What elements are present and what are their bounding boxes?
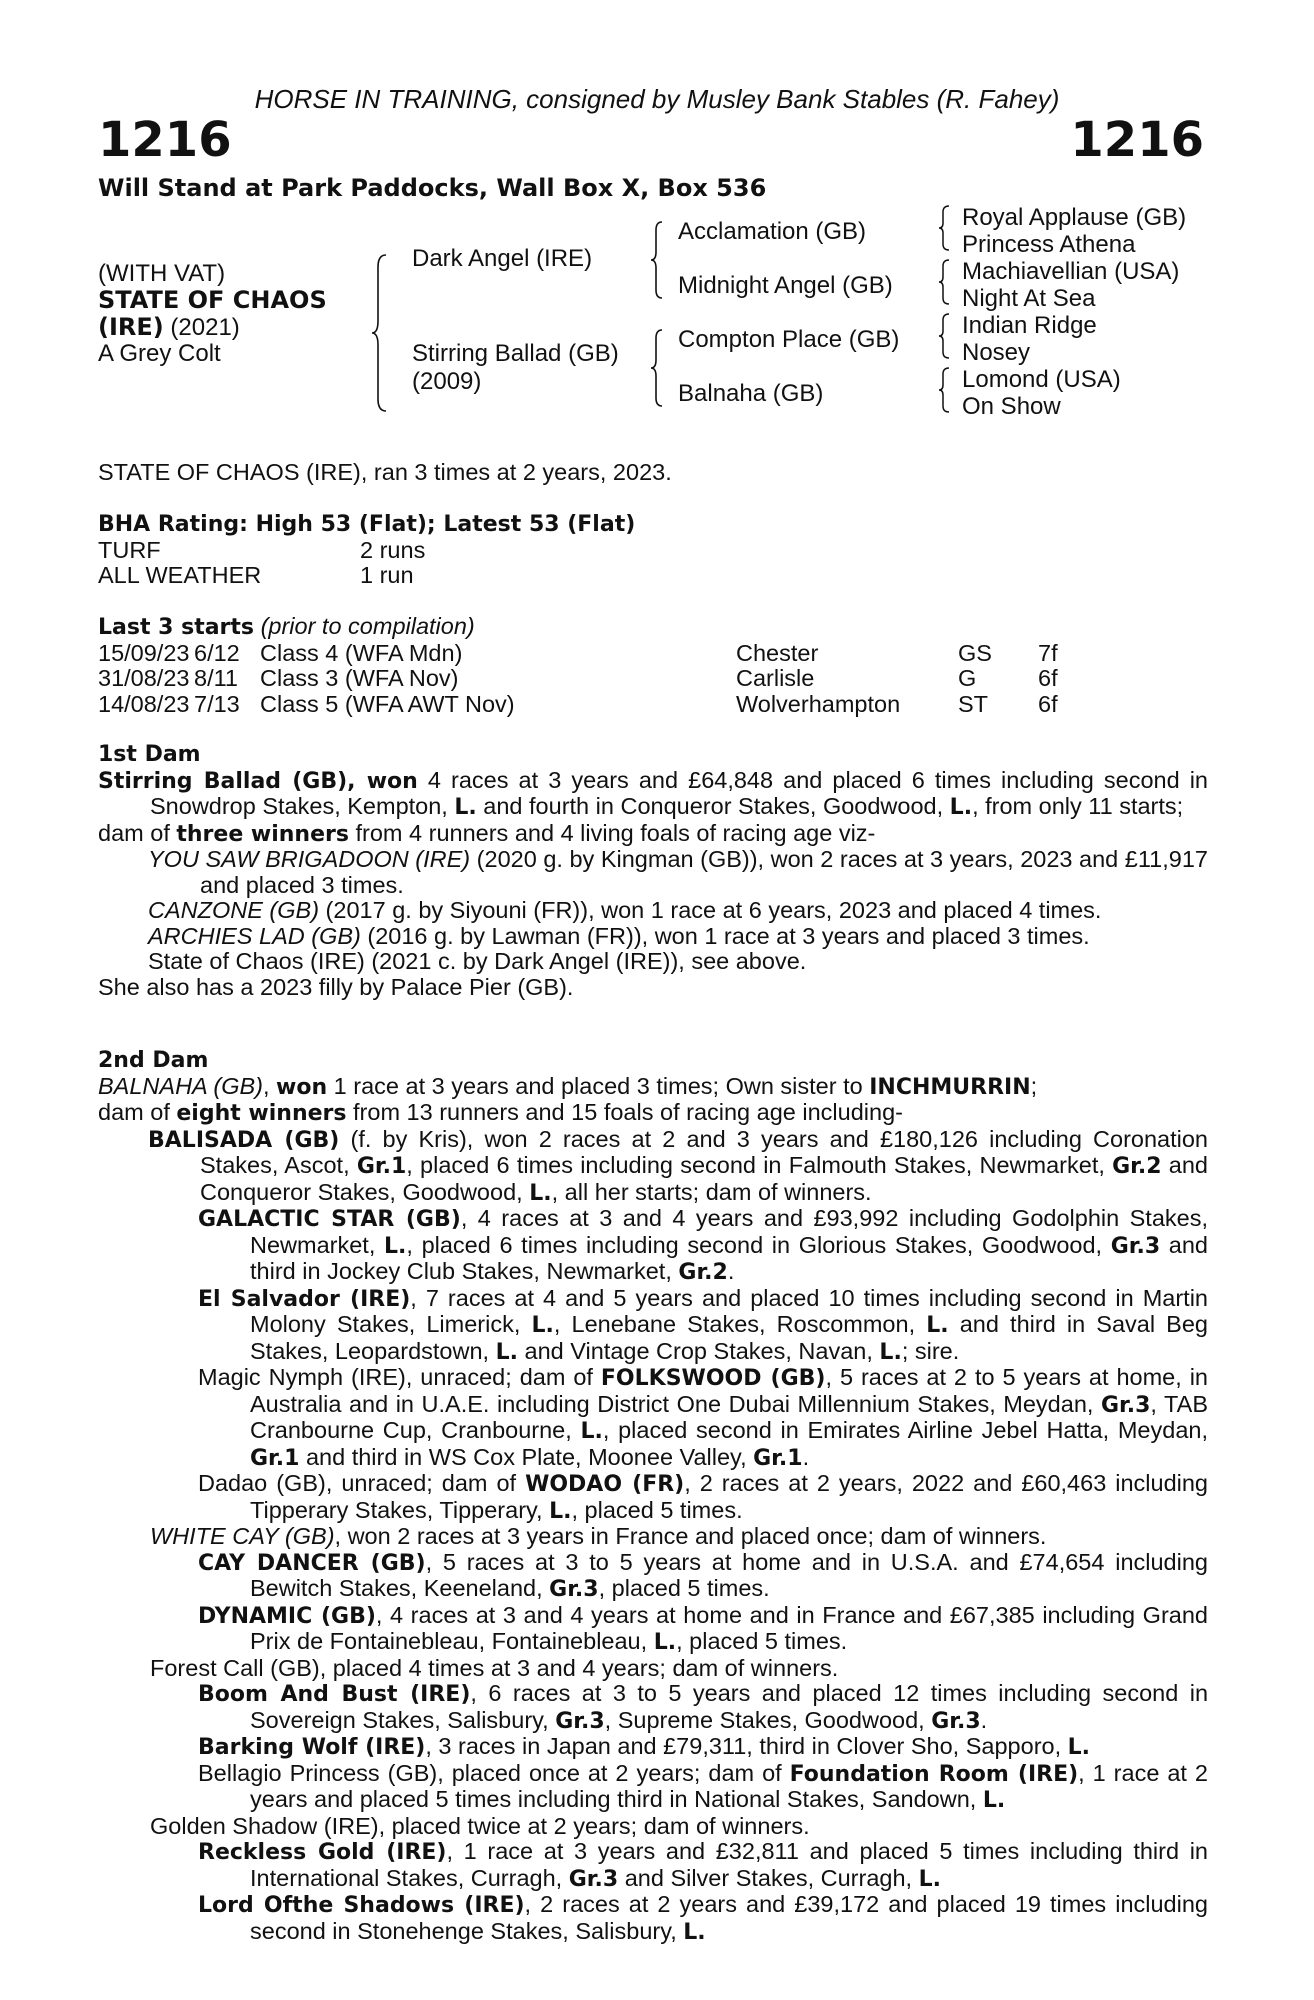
start-date: 31/08/23 bbox=[98, 665, 190, 691]
g-night-at-sea: Night At Sea bbox=[962, 285, 1096, 312]
brace-main bbox=[370, 253, 390, 413]
rating-section bbox=[98, 512, 1208, 589]
entry-barking-wolf: Barking Wolf (IRE), 3 races in Japan and £79,311, third in Clover Sho, Sapporo, L. bbox=[198, 1733, 1091, 1760]
start-date: 15/09/23 bbox=[98, 639, 190, 666]
rating-turf: TURF 2 runs bbox=[98, 536, 426, 563]
entry-magic-nymph: Magic Nymph (IRE), unraced; dam of FOLKSWOOD (GB), 5 races at 2 to 5 years at home, in Australia and in U.A.E. including District One Dubai Millennium Stakes, Meydan, Gr.3, TAB Cranbourne Cup, Cranbourne, L., placed second in Emirates Airline Jebel Hatta, Meydan, Gr.1 and third in WS Cox Plate, Moonee Valley, Gr.1. bbox=[198, 1364, 1209, 1471]
g-nosey: Nosey bbox=[962, 339, 1031, 366]
foal-you-saw-brigadoon: YOU SAW BRIGADOON (IRE) (2020 g. by Kingman (GB)), won 2 races at 3 years, 2023 and £11,917 and placed 3 times. bbox=[148, 846, 1208, 898]
start-row bbox=[98, 692, 1098, 718]
start-race: Class 5 (WFA AWT Nov) bbox=[260, 690, 515, 717]
start-going: ST bbox=[958, 690, 989, 717]
start-going: GS bbox=[958, 639, 992, 666]
entry-cay-dancer: CAY DANCER (GB), 5 races at 3 to 5 years at home and in U.S.A. and £74,654 including Bewitch Stakes, Keeneland, Gr.3, placed 5 times. bbox=[198, 1548, 1208, 1602]
foal-canzone: CANZONE (GB) (2017 g. by Siyouni (FR)), won 1 race at 6 years, 2023 and placed 4 times. bbox=[148, 897, 1102, 923]
horse-name: STATE OF CHAOS bbox=[98, 286, 327, 314]
consignment-header: HORSE IN TRAINING, consigned by Musley Bank Stables (R. Fahey) bbox=[254, 84, 1060, 114]
sire-dam: Midnight Angel (GB) bbox=[678, 272, 893, 299]
g-princess-athena: Princess Athena bbox=[962, 231, 1136, 258]
entry-el-salvador: El Salvador (IRE), 7 races at 4 and 5 years and placed 10 times including second in Martin Molony Stakes, Limerick, L., Lenebane Stakes, Roscommon, L. and third in Saval Beg Stakes, Leopardstown, L. and Vintage Crop Stakes, Navan, L.; sire. bbox=[198, 1284, 1208, 1365]
sire-sire: Acclamation (GB) bbox=[678, 218, 867, 245]
entry-white-cay: WHITE CAY (GB), won 2 races at 3 years in France and placed once; dam of winners. bbox=[150, 1523, 1047, 1549]
start-pos: 7/13 bbox=[194, 690, 240, 717]
g-royal-applause: Royal Applause (GB) bbox=[962, 204, 1187, 231]
start-row bbox=[98, 641, 1098, 667]
start-course: Wolverhampton bbox=[736, 690, 901, 717]
g-machiavellian: Machiavellian (USA) bbox=[962, 258, 1180, 285]
last-starts-table bbox=[98, 641, 1098, 718]
first-dam-produce-intro: dam of three winners from 4 runners and 4 living foals of racing age viz- bbox=[98, 819, 876, 847]
entry-dynamic: DYNAMIC (GB), 4 races at 3 and 4 years at home and in France and £67,385 including Grand Prix de Fontainebleau, Fontainebleau, L., placed 5 times. bbox=[198, 1601, 1208, 1655]
foal-state-of-chaos: State of Chaos (IRE) (2021 c. by Dark Angel (IRE)), see above. bbox=[148, 948, 807, 974]
g-on-show: On Show bbox=[962, 393, 1061, 420]
last-starts-heading: Last 3 starts bbox=[98, 615, 255, 640]
start-row bbox=[98, 666, 1098, 692]
brace-g1 bbox=[938, 204, 952, 254]
rating-aw: ALL WEATHER 1 run bbox=[98, 562, 414, 588]
lot-number-right: 1216 bbox=[1070, 112, 1204, 168]
sire: Dark Angel (IRE) bbox=[412, 245, 593, 272]
rating-heading: BHA Rating: High 53 (Flat); Latest 53 (Flat) bbox=[98, 512, 636, 537]
start-race: Class 4 (WFA Mdn) bbox=[260, 639, 463, 666]
race-summary: STATE OF CHAOS (IRE), ran 3 times at 2 years, 2023. bbox=[98, 459, 672, 485]
second-dam-record: BALNAHA (GB), won 1 race at 3 years and placed 3 times; Own sister to INCHMURRIN; bbox=[98, 1072, 1038, 1100]
start-dist: 7f bbox=[1038, 639, 1058, 666]
brace-dam bbox=[650, 328, 666, 408]
dam-year: (2009) bbox=[412, 368, 482, 395]
horse-year: (2021) bbox=[170, 314, 240, 341]
entry-dadao: Dadao (GB), unraced; dam of WODAO (FR), 2 races at 2 years, 2022 and £60,463 including Tipperary Stakes, Tipperary, L., placed 5 times. bbox=[198, 1470, 1209, 1524]
entry-boom-and-bust: Boom And Bust (IRE), 6 races at 3 to 5 years and placed 12 times including second in Sovereign Stakes, Salisbury, Gr.3, Supreme Stakes, Goodwood, Gr.3. bbox=[198, 1680, 1209, 1734]
entry-lord-ofthe-shadows: Lord Ofthe Shadows (IRE), 2 races at 2 years and £39,172 and placed 19 times including second in Stonehenge Stakes, Salisbury, L. bbox=[198, 1891, 1208, 1945]
entry-bellagio-princess: Bellagio Princess (GB), placed once at 2 years; dam of Foundation Room (IRE), 1 race at 2 years and placed 5 times including third in National Stakes, Sandown, L. bbox=[198, 1759, 1208, 1813]
entry-forest-call: Forest Call (GB), placed 4 times at 3 and 4 years; dam of winners. bbox=[150, 1654, 839, 1681]
second-dam-produce-intro: dam of eight winners from 13 runners and 15 foals of racing age including- bbox=[98, 1099, 903, 1126]
dam-sire: Compton Place (GB) bbox=[678, 326, 900, 353]
vat-note: (WITH VAT) bbox=[98, 260, 226, 287]
brace-sire bbox=[650, 220, 666, 300]
start-pos: 6/12 bbox=[194, 639, 240, 666]
start-race: Class 3 (WFA Nov) bbox=[260, 665, 459, 691]
brace-g3 bbox=[938, 312, 952, 362]
horse-description: A Grey Colt bbox=[98, 340, 221, 367]
start-date: 14/08/23 bbox=[98, 690, 190, 717]
second-dam-section bbox=[98, 1048, 1208, 1945]
second-dam-heading: 2nd Dam bbox=[98, 1048, 209, 1073]
dam-dam: Balnaha (GB) bbox=[678, 380, 824, 407]
start-pos: 8/11 bbox=[194, 665, 238, 691]
g-indian-ridge: Indian Ridge bbox=[962, 312, 1097, 339]
start-course: Chester bbox=[736, 639, 819, 666]
entry-balisada: BALISADA (GB) (f. by Kris), won 2 races at 2 and 3 years and £180,126 including Coronation Stakes, Ascot, Gr.1, placed 6 times including second in Falmouth Stakes, Newmarket, Gr.2 and Conqueror Stakes, Goodwood, L., all her starts; dam of winners. bbox=[148, 1125, 1208, 1206]
start-going: G bbox=[958, 665, 977, 691]
start-course: Carlisle bbox=[736, 665, 815, 691]
entry-reckless-gold: Reckless Gold (IRE), 1 race at 3 years and £32,811 and placed 5 times including third in International Stakes, Curragh, Gr.3 and Silver Stakes, Curragh, L. bbox=[198, 1838, 1208, 1892]
horse-country: (IRE) bbox=[98, 313, 164, 341]
g-lomond: Lomond (USA) bbox=[962, 366, 1121, 393]
entry-golden-shadow: Golden Shadow (IRE), placed twice at 2 years; dam of winners. bbox=[150, 1812, 810, 1839]
first-dam-record: Stirring Ballad (GB), won 4 races at 3 years and £64,848 and placed 6 times including second in Snowdrop Stakes, Kempton, L. and fourth in Conqueror Stakes, Goodwood, L., from only 11 starts; bbox=[98, 766, 1208, 820]
first-dam-section bbox=[98, 742, 1208, 1000]
horse-name-line2 bbox=[98, 313, 240, 342]
first-dam-also: She also has a 2023 filly by Palace Pier (GB). bbox=[98, 973, 574, 1000]
first-dam-heading: 1st Dam bbox=[98, 742, 201, 767]
foal-archies-lad: ARCHIES LAD (GB) (2016 g. by Lawman (FR)), won 1 race at 3 years and placed 3 times. bbox=[148, 922, 1090, 949]
entry-galactic-star: GALACTIC STAR (GB), 4 races at 3 and 4 years and £93,992 including Godolphin Stakes, Newmarket, L., placed 6 times including second in Glorious Stakes, Goodwood, Gr.3 and third in Jockey Club Stakes, Newmarket, Gr.2. bbox=[198, 1205, 1209, 1285]
brace-g2 bbox=[938, 258, 952, 308]
last-starts-section bbox=[98, 614, 1208, 717]
dam: Stirring Ballad (GB) bbox=[412, 340, 619, 367]
stabling-location: Will Stand at Park Paddocks, Wall Box X, Box 536 bbox=[98, 174, 767, 202]
last-starts-note: (prior to compilation) bbox=[260, 613, 475, 639]
start-dist: 6f bbox=[1038, 665, 1058, 691]
lot-number-left: 1216 bbox=[98, 112, 232, 168]
brace-g4 bbox=[938, 366, 952, 416]
start-dist: 6f bbox=[1038, 690, 1058, 717]
